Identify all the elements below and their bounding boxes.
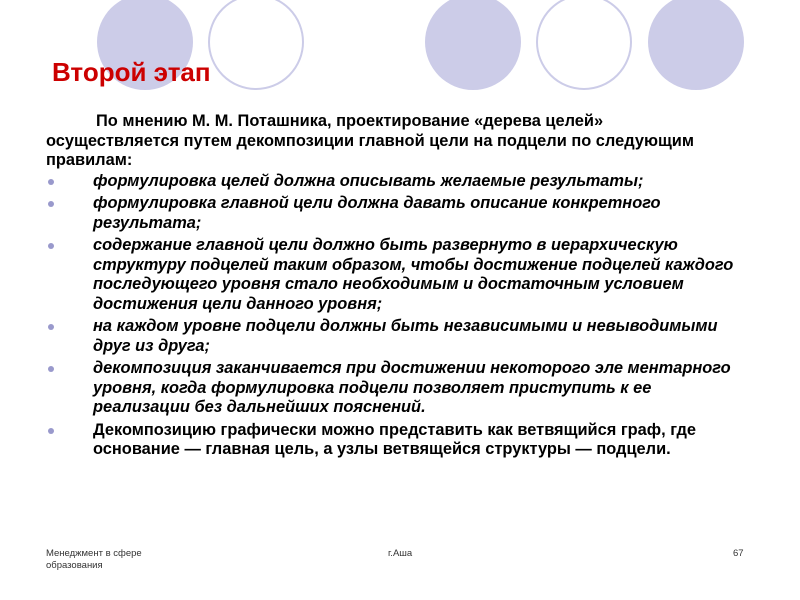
list-item-text: формулировка главной цели должна давать описание конкретного результата; [93, 194, 661, 232]
list-item-text: на каждом уровне подцели должны быть независимыми и невыводимыми друг из друга; [93, 317, 718, 355]
list-item-text: содержание главной цели должно быть развернуто в иерархическую структуру подцелей таким образом, чтобы достижение подцелей каждого последующего уровня стало необходимым и достаточным условием достижения цели данного уровня; [93, 236, 734, 313]
list-item [46, 421, 736, 460]
footer-page-number: 67 [733, 548, 744, 559]
footer-location: г.Аша [388, 548, 413, 559]
list-item [46, 236, 736, 314]
rules-list [46, 172, 736, 460]
bullet-dot-icon [48, 201, 54, 207]
decor-circle-4 [536, 0, 632, 90]
decor-circle-5 [648, 0, 744, 90]
list-item-text: Декомпозицию графически можно представить как ветвящийся граф, где основание — главная цель, а узлы ветвящейся структуры — подцели. [93, 420, 696, 458]
bullet-dot-icon [48, 324, 54, 330]
list-item-text: декомпозиция заканчивается при достижении некоторого эле ментарного уровня, когда формулировка подцели позволяет приступить к ее реализации без дальнейших пояснений. [93, 359, 731, 416]
slide-title: Второй этап [52, 57, 211, 87]
list-item [46, 172, 736, 192]
bullet-dot-icon [48, 243, 54, 249]
list-item [46, 359, 736, 418]
list-item-text: формулировка целей должна описывать желаемые результаты; [93, 171, 644, 190]
bullet-dot-icon [48, 179, 54, 185]
list-item [46, 194, 736, 233]
intro-paragraph: По мнению М. М. Поташника, проектирование «дерева целей» осуществляется путем декомпозиции главной цели на подцели по следующим правилам: [46, 112, 694, 169]
slide-body [46, 112, 736, 463]
bullet-dot-icon [48, 366, 54, 372]
decor-circle-2 [208, 0, 304, 90]
bullet-dot-icon [48, 428, 54, 434]
decor-circle-3 [425, 0, 521, 90]
list-item [46, 317, 736, 356]
footer-course-name: Менеджмент в сфере образования [46, 548, 142, 571]
